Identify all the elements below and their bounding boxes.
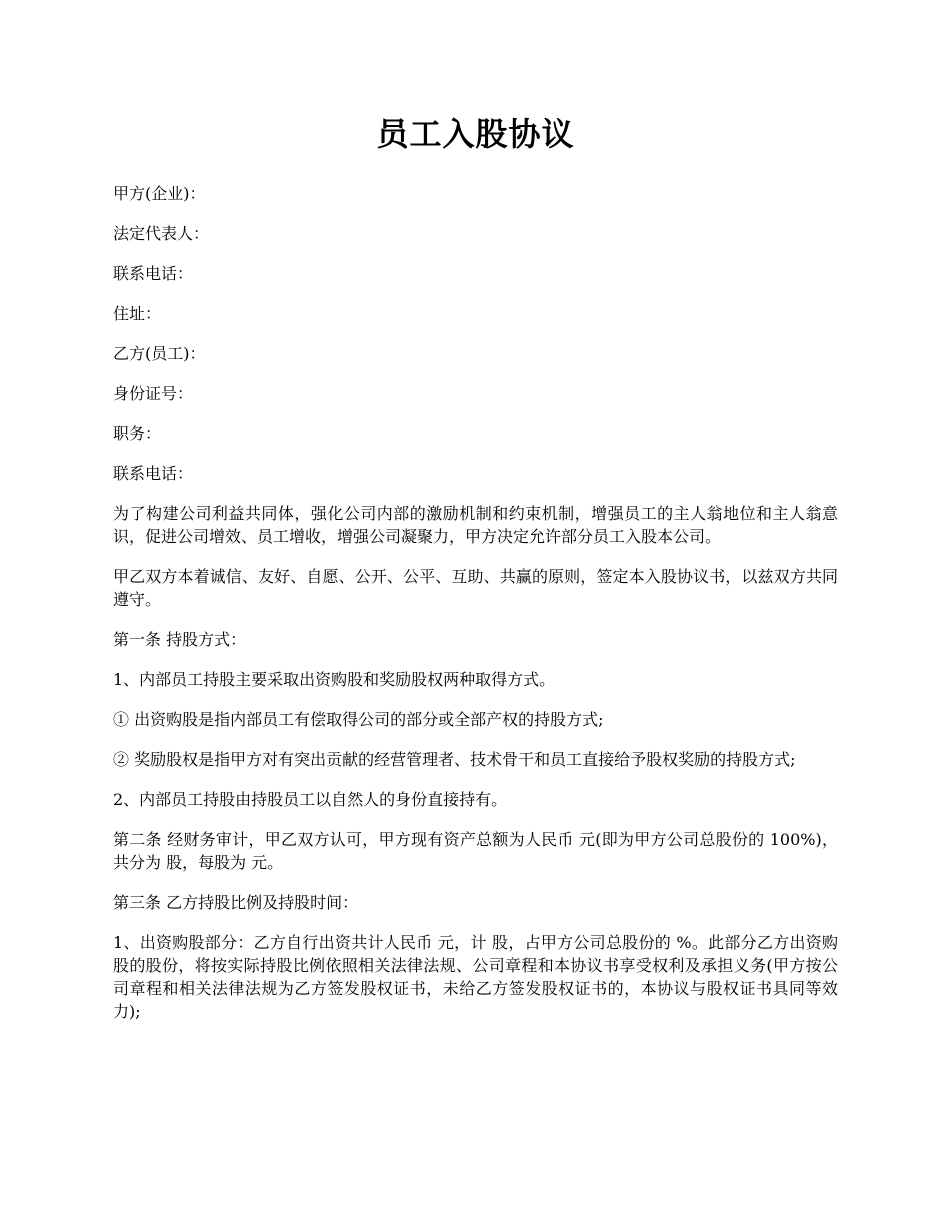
article-1-heading: 第一条 持股方式： bbox=[113, 630, 247, 649]
party-b-phone: 联系电话： bbox=[113, 464, 194, 483]
article-1-clause-1-item-2: ② 奖励股权是指甲方对有突出贡献的经营管理者、技术骨干和员工直接给予股权奖励的持股方式; bbox=[113, 750, 796, 769]
principles-paragraph: 甲乙双方本着诚信、友好、自愿、公开、公平、互助、共赢的原则，签定本入股协议书，以兹双方共同遵守。 bbox=[113, 567, 838, 609]
article-1-clause-1-item-1: ① 出资购股是指内部员工有偿取得公司的部分或全部产权的持股方式; bbox=[113, 710, 604, 729]
article-3-heading: 第三条 乙方持股比例及持股时间： bbox=[113, 893, 359, 912]
party-b-employee: 乙方(员工)： bbox=[113, 344, 206, 363]
preamble-paragraph: 为了构建公司利益共同体，强化公司内部的激励机制和约束机制，增强员工的主人翁地位和主人翁意识，促进公司增效、员工增收，增强公司凝聚力，甲方决定允许部分员工入股本公司。 bbox=[113, 504, 838, 546]
party-a-legal-representative: 法定代表人： bbox=[113, 224, 210, 243]
document-title: 员工入股协议 bbox=[376, 115, 575, 153]
article-3-clause-1: 1、出资购股部分：乙方自行出资共计人民币 元，计 股，占甲方公司总股份的 %。此部分乙方出资购股的股份，将按实际持股比例依照相关法律法规、公司章程和本协议书享受权利及承担义务(甲方按公司章程和相关法律法规为乙方签发股权证书，未给乙方签发股权证书的，本协议与股权证书具同等效力); bbox=[113, 933, 838, 1021]
party-a-company: 甲方(企业)： bbox=[113, 184, 206, 203]
party-a-address: 住址： bbox=[113, 304, 162, 323]
article-1-clause-1: 1、内部员工持股主要采取出资购股和奖励股权两种取得方式。 bbox=[113, 670, 556, 689]
party-a-phone: 联系电话： bbox=[113, 264, 194, 283]
article-2: 第二条 经财务审计，甲乙双方认可，甲方现有资产总额为人民币 元(即为甲方公司总股份的 100%)，共分为 股，每股为 元。 bbox=[113, 830, 838, 872]
article-1-clause-2: 2、内部员工持股由持股员工以自然人的身份直接持有。 bbox=[113, 790, 508, 809]
party-b-position: 职务： bbox=[113, 424, 162, 443]
party-b-id-number: 身份证号： bbox=[113, 384, 194, 403]
